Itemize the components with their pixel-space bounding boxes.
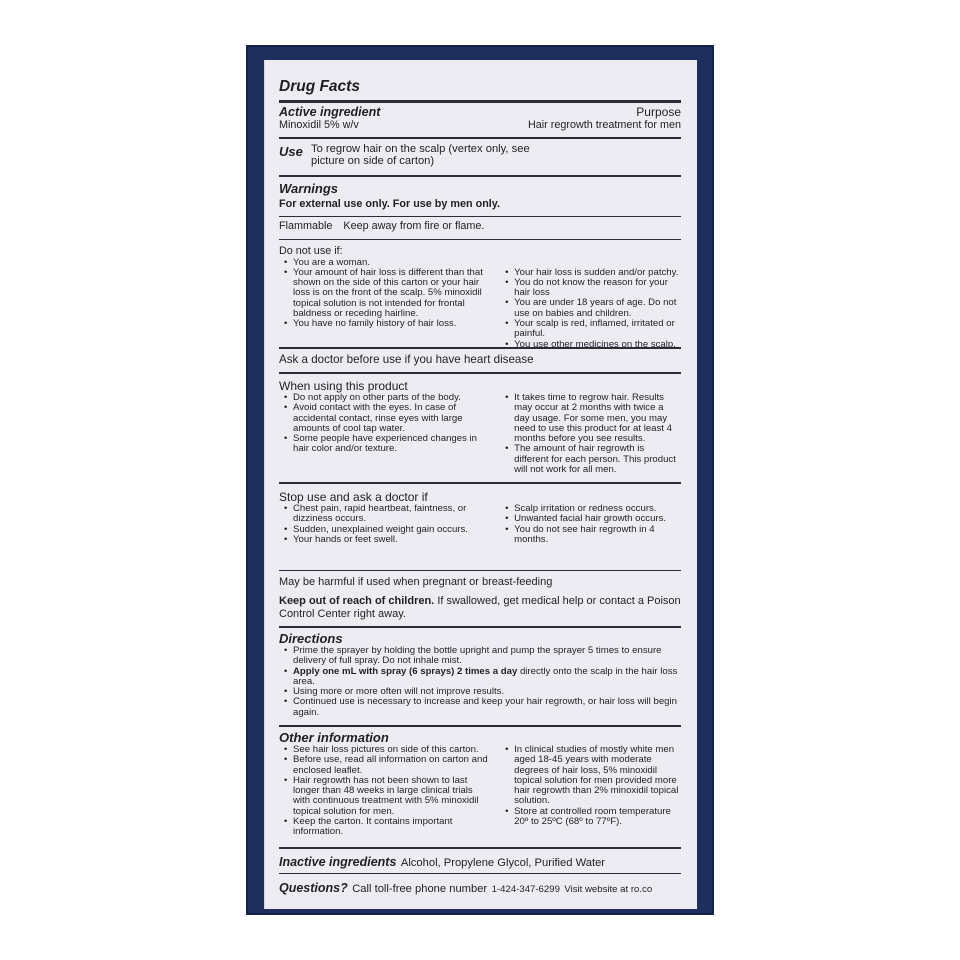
- external-use-warning: For external use only. For use by men only.: [279, 198, 500, 210]
- warnings-heading: Warnings: [279, 181, 338, 196]
- divider: [279, 847, 681, 849]
- when-using-heading: When using this product: [279, 379, 408, 393]
- list-item: • Hair regrowth has not been shown to last longer than 48 weeks in large clinical trials with continuous treatment with 5% minoxidil topical solution for men.: [279, 776, 488, 817]
- purpose-heading: Purpose: [636, 105, 681, 119]
- flammable-text: Keep away from fire or flame.: [343, 220, 485, 232]
- list-item: • You are a woman.: [279, 258, 488, 268]
- warnings-section: [279, 181, 681, 211]
- questions-text: Call toll-free phone number: [352, 883, 488, 895]
- divider: [279, 626, 681, 628]
- list-item: • Sudden, unexplained weight gain occurs.: [279, 525, 488, 535]
- ask-doctor-text: heart disease: [463, 353, 534, 366]
- keep-out-heading: Keep out of reach of children.: [279, 595, 435, 607]
- active-ingredient-heading: Active ingredient: [279, 105, 381, 119]
- divider: [279, 570, 681, 571]
- list-item: • Before use, read all information on carton and enclosed leaflet.: [279, 755, 488, 776]
- list-item: • You do not know the reason for your hair loss: [500, 278, 681, 299]
- do-not-use-section: [279, 246, 681, 350]
- divider: [279, 239, 681, 240]
- do-not-use-right-list: [500, 268, 681, 350]
- dosage-instruction: Apply one mL with spray (6 sprays) 2 times a day: [293, 665, 518, 677]
- list-item: • Your hair loss is sudden and/or patchy.: [500, 268, 681, 278]
- divider: [279, 216, 681, 217]
- stop-use-section: [279, 490, 681, 545]
- questions-heading: Questions?: [279, 881, 348, 895]
- stop-use-right-list: [500, 504, 681, 545]
- list-item: • Avoid contact with the eyes. In case of accidental contact, rinse eyes with large amounts of cool tap water.: [279, 403, 488, 434]
- directions-section: [279, 631, 681, 718]
- use-section: [279, 144, 681, 167]
- divider: [279, 873, 681, 874]
- active-ingredient-section: [279, 105, 681, 132]
- divider: [279, 372, 681, 374]
- when-using-section: [279, 379, 681, 475]
- list-item: • Prime the sprayer by holding the bottle upright and pump the sprayer 5 times to ensure delivery of full spray. Do not inhale mist.: [279, 646, 681, 667]
- do-not-use-heading: Do not use if:: [279, 245, 343, 257]
- list-item: • You use other medicines on the scalp.: [500, 340, 681, 350]
- list-item: • See hair loss pictures on side of this carton.: [279, 745, 488, 755]
- keep-out-section: [279, 595, 681, 620]
- use-line-1: To regrow hair on the scalp (vertex only, see: [311, 143, 530, 155]
- divider: [279, 482, 681, 484]
- other-info-right-list: [500, 745, 681, 838]
- keep-out-text: If swallowed, get medical help or contact a Poison Control Center right away.: [279, 595, 681, 620]
- list-item: • Some people have experienced changes in hair color and/or texture.: [279, 434, 488, 455]
- flammable-heading: Flammable: [279, 220, 333, 232]
- list-item: • Do not apply on other parts of the body.: [279, 393, 488, 403]
- divider: [279, 100, 681, 103]
- drug-facts-title: Drug Facts: [279, 78, 360, 95]
- divider: [279, 175, 681, 177]
- list-item: • You do not see hair regrowth in 4 months.: [500, 525, 681, 546]
- when-using-left-list: [279, 393, 488, 475]
- other-info-left-list: [279, 745, 488, 838]
- website-text: Visit website at ro.co: [564, 884, 653, 895]
- list-item: • Chest pain, rapid heartbeat, faintness, or dizziness occurs.: [279, 504, 488, 525]
- phone-number: 1-424-347-6299: [491, 884, 560, 895]
- directions-list: [279, 646, 681, 718]
- divider: [279, 725, 681, 727]
- when-using-right-list: [500, 393, 681, 475]
- questions-section: [279, 879, 681, 897]
- list-item: • Store at controlled room temperature 20º to 25ºC (68º to 77ºF).: [500, 807, 681, 828]
- list-item: • It takes time to regrow hair. Results may occur at 2 months with twice a day usage. For some men, you may need to use this product for at least 4 months before you see results.: [500, 393, 681, 444]
- purpose-value: Hair regrowth treatment for men: [527, 119, 681, 131]
- use-line-2: picture on side of carton): [311, 154, 435, 167]
- divider: [279, 137, 681, 139]
- list-item: • Scalp irritation or redness occurs.: [500, 504, 681, 514]
- inactive-ingredients-section: [279, 853, 681, 871]
- list-item: • Using more or more often will not improve results.: [279, 687, 681, 697]
- list-item: • You are under 18 years of age. Do not use on babies and children.: [500, 298, 681, 319]
- stop-use-heading: Stop use and ask a doctor if: [279, 490, 428, 504]
- drug-facts-label: [264, 60, 697, 909]
- inactive-ingredients-heading: Inactive ingredients: [279, 855, 397, 869]
- active-ingredient-value: Minoxidil 5% w/v: [279, 119, 359, 131]
- list-item: • The amount of hair regrowth is different for each person. This product will not work for all men.: [500, 444, 681, 475]
- pregnancy-warning: May be harmful if used when pregnant or breast-feeding: [279, 576, 553, 588]
- list-item: • You have no family history of hair loss.: [279, 319, 488, 329]
- ask-doctor-heading: Ask a doctor before use if you have: [279, 353, 461, 366]
- list-item: • Your amount of hair loss is different than that shown on the side of this carton or your hair loss is on the front of the scalp. 5% minoxidil topical solution is not intended for frontal baldness or receding hairline.: [279, 268, 488, 319]
- flammable-section: [279, 221, 681, 233]
- list-item: • Your scalp is red, inflamed, irritated or painful.: [500, 319, 681, 340]
- list-item: • Unwanted facial hair growth occurs.: [500, 514, 681, 524]
- stop-use-left-list: [279, 504, 488, 545]
- divider: [279, 347, 681, 349]
- use-heading: Use: [279, 144, 303, 159]
- list-item: • Keep the carton. It contains important information.: [279, 817, 488, 838]
- list-item: • In clinical studies of mostly white men aged 18-45 years with moderate degrees of hair loss, 5% minoxidil topical solution for men provided more hair regrowth than 2% minoxidil topical solution.: [500, 745, 681, 807]
- list-item: • Apply one mL with spray (6 sprays) 2 times a day directly onto the scalp in the hair loss area.: [279, 667, 681, 688]
- list-item: • Continued use is necessary to increase and keep your hair regrowth, or hair loss will begin again.: [279, 697, 681, 718]
- other-info-section: [279, 730, 681, 838]
- other-info-heading: Other information: [279, 730, 389, 745]
- do-not-use-left-list: [279, 258, 488, 350]
- list-item: • Your hands or feet swell.: [279, 535, 488, 545]
- directions-heading: Directions: [279, 631, 343, 646]
- inactive-ingredients-text: Alcohol, Propylene Glycol, Purified Water: [400, 857, 606, 869]
- ask-doctor-section: [279, 354, 681, 366]
